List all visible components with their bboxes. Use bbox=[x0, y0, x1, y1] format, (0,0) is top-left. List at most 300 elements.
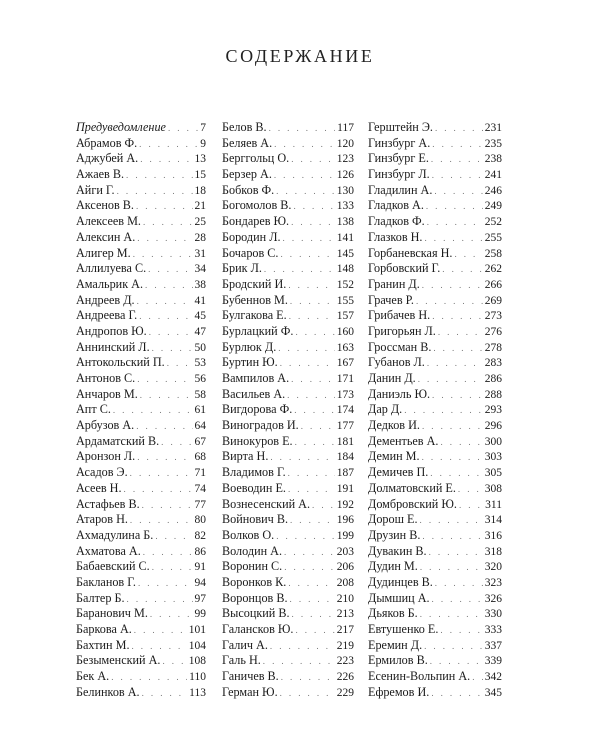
toc-entry-name: Берггольц О. bbox=[222, 151, 290, 166]
toc-entry-page: 255 bbox=[484, 231, 502, 244]
dot-leader bbox=[137, 450, 192, 466]
toc-entry-page: 123 bbox=[336, 153, 354, 166]
toc-entry[interactable] bbox=[222, 402, 354, 418]
toc-entry[interactable] bbox=[368, 293, 502, 309]
toc-entry[interactable] bbox=[76, 418, 206, 434]
toc-entry[interactable] bbox=[76, 591, 206, 607]
dot-leader bbox=[284, 545, 335, 561]
toc-entry-page: 171 bbox=[336, 373, 354, 385]
dot-leader bbox=[276, 529, 335, 545]
toc-entry[interactable] bbox=[76, 120, 206, 136]
toc-entry-name: Владимов Г. bbox=[222, 465, 286, 480]
toc-entry-page: 314 bbox=[484, 514, 502, 527]
toc-entry[interactable] bbox=[222, 324, 354, 340]
dot-leader bbox=[278, 341, 335, 357]
dot-leader bbox=[162, 654, 186, 670]
dot-leader bbox=[130, 466, 193, 482]
toc-entry[interactable] bbox=[222, 246, 354, 262]
toc-entry[interactable] bbox=[222, 512, 354, 528]
toc-entry-name: Виноградов И. bbox=[222, 418, 299, 433]
dot-leader bbox=[167, 356, 193, 372]
toc-entry-page: 206 bbox=[336, 561, 354, 574]
toc-entry-name: Булгакова Е. bbox=[222, 308, 287, 323]
toc-entry[interactable] bbox=[368, 434, 502, 450]
toc-entry[interactable] bbox=[368, 183, 502, 199]
toc-entry-page: 110 bbox=[189, 671, 206, 684]
toc-entry-page: 58 bbox=[194, 388, 206, 401]
toc-entry[interactable] bbox=[368, 151, 502, 167]
toc-entry-page: 219 bbox=[336, 639, 354, 652]
dot-leader bbox=[269, 121, 336, 137]
toc-entry[interactable] bbox=[222, 497, 354, 513]
toc-entry[interactable] bbox=[222, 293, 354, 309]
toc-entry-page: 126 bbox=[336, 169, 354, 182]
toc-entry[interactable] bbox=[368, 340, 502, 356]
toc-entry-page: 47 bbox=[194, 325, 206, 338]
toc-entry[interactable] bbox=[76, 246, 206, 262]
toc-entry-page: 80 bbox=[194, 514, 206, 527]
toc-entry-page: 337 bbox=[484, 639, 502, 652]
toc-entry-name: Бахтин М. bbox=[76, 637, 130, 652]
toc-entry-name: Предуведомление bbox=[76, 120, 166, 134]
toc-column-1 bbox=[76, 120, 206, 700]
dot-leader bbox=[143, 215, 193, 231]
toc-entry[interactable] bbox=[368, 402, 502, 418]
toc-entry[interactable] bbox=[76, 497, 206, 513]
toc-entry-page: 333 bbox=[484, 624, 502, 636]
toc-entry-name: Астафьев В. bbox=[76, 496, 140, 511]
toc-entry[interactable] bbox=[222, 277, 354, 293]
toc-entry[interactable] bbox=[76, 167, 206, 183]
toc-entry-page: 53 bbox=[194, 357, 206, 370]
dot-leader bbox=[459, 498, 483, 514]
toc-entry-page: 94 bbox=[194, 576, 206, 589]
toc-entry-name: Губанов Л. bbox=[368, 355, 425, 370]
toc-entry[interactable] bbox=[222, 544, 354, 560]
toc-entry-page: 155 bbox=[336, 294, 354, 307]
toc-entry[interactable] bbox=[222, 481, 354, 497]
toc-entry-name: Дар Д. bbox=[368, 402, 403, 417]
toc-entry[interactable] bbox=[222, 167, 354, 183]
toc-entry[interactable] bbox=[368, 324, 502, 340]
toc-entry-name: Войнович В. bbox=[222, 512, 288, 527]
dot-leader bbox=[291, 372, 335, 388]
dot-leader bbox=[422, 419, 483, 435]
toc-entry-name: Бек А. bbox=[76, 669, 110, 684]
toc-entry[interactable] bbox=[368, 371, 502, 387]
toc-entry-page: 241 bbox=[484, 169, 502, 182]
toc-entry[interactable] bbox=[76, 261, 206, 277]
toc-entry[interactable] bbox=[222, 465, 354, 481]
toc-entry-name: Абрамов Ф. bbox=[76, 135, 138, 150]
toc-entry[interactable] bbox=[222, 355, 354, 371]
toc-entry-name: Друзин В. bbox=[368, 527, 421, 542]
dot-leader bbox=[127, 592, 193, 608]
toc-entry-page: 252 bbox=[484, 216, 502, 229]
toc-entry-name: Домбровский Ю. bbox=[368, 496, 457, 511]
toc-entry-page: 273 bbox=[484, 310, 502, 323]
toc-entry[interactable] bbox=[76, 653, 206, 669]
dot-leader bbox=[290, 592, 335, 608]
toc-entry-name: Герштейн Э. bbox=[368, 120, 433, 134]
toc-entry-page: 323 bbox=[484, 576, 502, 589]
toc-entry-name: Бурлацкий Ф. bbox=[222, 323, 294, 338]
toc-entry[interactable] bbox=[76, 434, 206, 450]
dot-leader bbox=[430, 654, 483, 670]
dot-leader bbox=[168, 121, 198, 137]
toc-entry-page: 15 bbox=[194, 169, 206, 182]
toc-entry[interactable] bbox=[368, 387, 502, 403]
dot-leader bbox=[295, 623, 334, 639]
toc-entry-name: Алексин А. bbox=[76, 229, 136, 244]
toc-entry[interactable] bbox=[368, 214, 502, 230]
toc-entry[interactable] bbox=[368, 606, 502, 622]
toc-entry[interactable] bbox=[76, 559, 206, 575]
toc-entry-page: 318 bbox=[484, 545, 502, 558]
dot-leader bbox=[276, 184, 335, 200]
toc-entry-name: Ажаев В. bbox=[76, 167, 125, 182]
toc-entry[interactable] bbox=[368, 575, 502, 591]
toc-entry[interactable] bbox=[368, 277, 502, 293]
dot-leader bbox=[435, 121, 483, 137]
toc-entry-page: 138 bbox=[336, 216, 354, 229]
dot-leader bbox=[288, 576, 334, 592]
toc-entry-name: Бакланов Г. bbox=[76, 574, 136, 589]
toc-entry[interactable] bbox=[222, 669, 354, 685]
toc-entry[interactable] bbox=[368, 638, 502, 654]
toc-entry[interactable] bbox=[76, 324, 206, 340]
toc-entry-page: 77 bbox=[194, 498, 206, 511]
toc-entry[interactable] bbox=[76, 669, 206, 685]
toc-entry-page: 246 bbox=[484, 184, 502, 197]
dot-leader bbox=[293, 199, 334, 215]
toc-entry[interactable] bbox=[222, 622, 354, 638]
toc-entry[interactable] bbox=[222, 136, 354, 152]
toc-entry-page: 9 bbox=[200, 137, 206, 150]
toc-entry[interactable] bbox=[368, 685, 502, 701]
dot-leader bbox=[292, 607, 335, 623]
toc-entry-name: Долматовский Е. bbox=[368, 480, 456, 495]
dot-leader bbox=[404, 403, 483, 419]
dot-leader bbox=[139, 309, 192, 325]
dot-leader bbox=[132, 639, 187, 655]
toc-entry-page: 345 bbox=[484, 686, 502, 699]
toc-entry-page: 91 bbox=[194, 561, 206, 574]
toc-entry-name: Ефремов И. bbox=[368, 684, 430, 699]
dot-leader bbox=[270, 450, 334, 466]
toc-entry[interactable] bbox=[368, 120, 502, 136]
dot-leader bbox=[291, 215, 335, 231]
dot-leader bbox=[458, 482, 483, 498]
dot-leader bbox=[145, 278, 192, 294]
toc-entry[interactable] bbox=[76, 528, 206, 544]
toc-entry-page: 38 bbox=[194, 278, 206, 291]
toc-entry-page: 152 bbox=[336, 278, 354, 291]
toc-entry-page: 71 bbox=[194, 467, 206, 480]
toc-entry[interactable] bbox=[368, 355, 502, 371]
toc-entry-name: Гладилин А. bbox=[368, 182, 433, 197]
toc-entry-page: 50 bbox=[194, 341, 206, 354]
toc-entry-page: 141 bbox=[336, 231, 354, 244]
toc-entry-page: 177 bbox=[336, 420, 354, 433]
toc-entry[interactable] bbox=[222, 308, 354, 324]
dot-leader bbox=[420, 607, 483, 623]
toc-entry-page: 199 bbox=[336, 529, 354, 542]
dot-leader bbox=[263, 654, 335, 670]
toc-entry-name: Володин А. bbox=[222, 543, 283, 558]
toc-entry-page: 276 bbox=[484, 325, 502, 338]
dot-leader bbox=[288, 278, 334, 294]
toc-entry-name: Воронин С. bbox=[222, 559, 283, 574]
toc-entry[interactable] bbox=[222, 387, 354, 403]
toc-entry[interactable] bbox=[76, 685, 206, 701]
toc-entry-page: 34 bbox=[194, 263, 206, 276]
toc-entry-name: Антонов С. bbox=[76, 371, 136, 385]
toc-entry[interactable] bbox=[368, 246, 502, 262]
toc-entry-page: 25 bbox=[194, 216, 206, 229]
dot-leader bbox=[117, 184, 193, 200]
dot-leader bbox=[270, 639, 335, 655]
toc-entry-name: Гинзбург А. bbox=[368, 135, 431, 150]
toc-entry[interactable] bbox=[76, 575, 206, 591]
dot-leader bbox=[161, 435, 192, 451]
dot-leader bbox=[422, 529, 482, 545]
toc-entry[interactable] bbox=[222, 575, 354, 591]
toc-entry[interactable] bbox=[222, 120, 354, 136]
toc-entry-name: Аджубей А. bbox=[76, 151, 139, 166]
toc-entry-page: 7 bbox=[200, 122, 206, 134]
dot-leader bbox=[274, 168, 335, 184]
toc-entry[interactable] bbox=[76, 340, 206, 356]
dot-leader bbox=[288, 482, 335, 498]
toc-entry-page: 184 bbox=[336, 451, 354, 464]
dot-leader bbox=[432, 137, 482, 153]
toc-entry[interactable] bbox=[368, 418, 502, 434]
toc-entry[interactable] bbox=[76, 371, 206, 387]
dot-leader bbox=[295, 325, 334, 341]
toc-entry[interactable] bbox=[222, 638, 354, 654]
dot-leader bbox=[148, 262, 192, 278]
toc-entry[interactable] bbox=[368, 653, 502, 669]
toc-entry-name: Берзер А. bbox=[222, 167, 272, 182]
toc-entry[interactable] bbox=[76, 183, 206, 199]
dot-leader bbox=[434, 184, 482, 200]
toc-entry[interactable] bbox=[368, 230, 502, 246]
toc-entry-name: Дувакин В. bbox=[368, 543, 427, 558]
toc-entry[interactable] bbox=[76, 293, 206, 309]
dot-leader bbox=[301, 419, 335, 435]
toc-entry[interactable] bbox=[222, 371, 354, 387]
toc-entry[interactable] bbox=[222, 198, 354, 214]
toc-entry[interactable] bbox=[368, 261, 502, 277]
toc-entry-page: 320 bbox=[484, 561, 502, 574]
toc-entry[interactable] bbox=[368, 559, 502, 575]
toc-entry-name: Галь Н. bbox=[222, 653, 261, 668]
toc-entry-page: 56 bbox=[194, 373, 206, 385]
toc-entry-page: 130 bbox=[336, 184, 354, 197]
toc-entry[interactable] bbox=[368, 308, 502, 324]
toc-entry[interactable] bbox=[368, 449, 502, 465]
dot-leader bbox=[431, 152, 483, 168]
toc-entry-name: Высоцкий В. bbox=[222, 606, 290, 621]
toc-entry-page: 311 bbox=[485, 498, 502, 511]
toc-entry[interactable] bbox=[368, 512, 502, 528]
toc-entry-page: 45 bbox=[194, 310, 206, 323]
toc-entry-page: 167 bbox=[336, 357, 354, 370]
toc-entry-name: Андропов Ю. bbox=[76, 323, 147, 338]
toc-entry-page: 74 bbox=[194, 482, 206, 495]
toc-entry[interactable] bbox=[76, 308, 206, 324]
toc-entry[interactable] bbox=[222, 559, 354, 575]
toc-entry[interactable] bbox=[368, 497, 502, 513]
toc-entry-name: Гинзбург Е. bbox=[368, 151, 429, 166]
toc-entry-name: Дементьев А. bbox=[368, 433, 439, 448]
dot-leader bbox=[274, 137, 335, 153]
toc-entry-page: 163 bbox=[336, 341, 354, 354]
toc-entry[interactable] bbox=[368, 465, 502, 481]
dot-leader bbox=[142, 498, 193, 514]
toc-entry-name: Аронзон Л. bbox=[76, 449, 136, 464]
toc-entry-name: Безыменский А. bbox=[76, 653, 161, 668]
toc-entry[interactable] bbox=[368, 669, 502, 685]
toc-entry-page: 104 bbox=[188, 639, 206, 652]
toc-entry[interactable] bbox=[76, 481, 206, 497]
toc-entry-page: 108 bbox=[188, 655, 206, 668]
toc-entry-name: Васильев А. bbox=[222, 386, 286, 401]
toc-entry[interactable] bbox=[76, 277, 206, 293]
toc-entry-name: Бородин Л. bbox=[222, 229, 281, 244]
toc-entry[interactable] bbox=[222, 606, 354, 622]
toc-entry-page: 192 bbox=[336, 498, 354, 511]
toc-entry-name: Герман Ю. bbox=[222, 684, 278, 699]
dot-leader bbox=[280, 686, 335, 702]
toc-entry-name: Белов В. bbox=[222, 120, 267, 134]
toc-entry[interactable] bbox=[76, 402, 206, 418]
dot-leader bbox=[289, 309, 335, 325]
toc-entry[interactable] bbox=[76, 449, 206, 465]
toc-entry-page: 223 bbox=[336, 655, 354, 668]
toc-entry[interactable] bbox=[76, 638, 206, 654]
toc-entry[interactable] bbox=[76, 136, 206, 152]
toc-entry-page: 120 bbox=[336, 137, 354, 150]
toc-entry[interactable] bbox=[76, 622, 206, 638]
toc-entry[interactable] bbox=[222, 183, 354, 199]
dot-leader bbox=[424, 639, 483, 655]
toc-entry-name: Арбузов А. bbox=[76, 418, 135, 433]
toc-entry[interactable] bbox=[222, 528, 354, 544]
toc-entry[interactable] bbox=[368, 481, 502, 497]
toc-entry-page: 300 bbox=[484, 435, 502, 448]
toc-entry-page: 191 bbox=[336, 482, 354, 495]
toc-entry[interactable] bbox=[76, 230, 206, 246]
toc-entry-name: Дудин М. bbox=[368, 559, 418, 574]
toc-entry-page: 133 bbox=[336, 200, 354, 213]
dot-leader bbox=[433, 341, 482, 357]
toc-entry[interactable] bbox=[222, 340, 354, 356]
dot-leader bbox=[149, 325, 193, 341]
dot-leader bbox=[432, 168, 483, 184]
toc-entry[interactable] bbox=[222, 449, 354, 465]
dot-leader bbox=[440, 623, 482, 639]
toc-entry-page: 148 bbox=[336, 263, 354, 276]
toc-entry[interactable] bbox=[76, 606, 206, 622]
toc-entry[interactable] bbox=[368, 136, 502, 152]
toc-entry[interactable] bbox=[76, 465, 206, 481]
toc-entry[interactable] bbox=[76, 355, 206, 371]
toc-entry-page: 288 bbox=[484, 388, 502, 401]
toc-entry[interactable] bbox=[368, 167, 502, 183]
toc-entry-page: 303 bbox=[484, 451, 502, 464]
dot-leader bbox=[143, 545, 193, 561]
toc-entry-name: Аннинский Л. bbox=[76, 339, 150, 354]
dot-leader bbox=[422, 278, 483, 294]
toc-entry-page: 173 bbox=[336, 388, 354, 401]
toc-entry[interactable] bbox=[222, 685, 354, 701]
toc-entry-page: 86 bbox=[194, 545, 206, 558]
toc-entry[interactable] bbox=[76, 544, 206, 560]
dot-leader bbox=[431, 686, 482, 702]
toc-entry[interactable] bbox=[222, 214, 354, 230]
toc-entry-page: 229 bbox=[336, 686, 354, 699]
page-title: СОДЕРЖАНИЕ bbox=[225, 46, 375, 66]
toc-entry[interactable] bbox=[76, 387, 206, 403]
toc-entry-page: 61 bbox=[194, 404, 206, 417]
toc-entry-name: Грачев Р. bbox=[368, 292, 414, 307]
dot-leader bbox=[126, 168, 192, 184]
dot-leader bbox=[416, 294, 483, 310]
dot-leader bbox=[124, 482, 193, 498]
toc-entry[interactable] bbox=[368, 591, 502, 607]
toc-entry[interactable] bbox=[222, 261, 354, 277]
toc-entry[interactable] bbox=[76, 198, 206, 214]
dot-leader bbox=[113, 403, 193, 419]
toc-entry[interactable] bbox=[222, 434, 354, 450]
toc-entry[interactable] bbox=[368, 198, 502, 214]
toc-entry[interactable] bbox=[368, 528, 502, 544]
toc-entry-name: Апт С. bbox=[76, 402, 111, 417]
toc-entry[interactable] bbox=[222, 151, 354, 167]
toc-entry-page: 99 bbox=[194, 608, 206, 621]
toc-entry-page: 187 bbox=[336, 467, 354, 480]
toc-entry-page: 208 bbox=[336, 576, 354, 589]
toc-entry-name: Гладков А. bbox=[368, 198, 424, 213]
toc-entry-page: 269 bbox=[484, 294, 502, 307]
toc-entry-name: Анчаров М. bbox=[76, 386, 138, 401]
toc-entry-name: Гладков Ф. bbox=[368, 214, 425, 229]
dot-leader bbox=[435, 576, 483, 592]
toc-entry-name: Бродский И. bbox=[222, 276, 287, 291]
toc-entry[interactable] bbox=[368, 544, 502, 560]
toc-entry-name: Андреев Д. bbox=[76, 292, 135, 307]
toc-entry[interactable] bbox=[368, 622, 502, 638]
toc-entry[interactable] bbox=[222, 591, 354, 607]
toc-entry[interactable] bbox=[222, 230, 354, 246]
toc-entry-name: Алексеев М. bbox=[76, 214, 141, 229]
toc-entry[interactable] bbox=[76, 512, 206, 528]
dot-leader bbox=[284, 560, 335, 576]
dot-leader bbox=[136, 419, 192, 435]
toc-entry-name: Богомолов В. bbox=[222, 198, 292, 213]
toc-entry[interactable] bbox=[222, 418, 354, 434]
toc-entry-page: 293 bbox=[484, 404, 502, 417]
toc-entry-page: 160 bbox=[336, 325, 354, 338]
toc-entry-page: 305 bbox=[484, 467, 502, 480]
toc-entry[interactable] bbox=[76, 151, 206, 167]
toc-entry-name: Бубеннов М. bbox=[222, 292, 288, 307]
dot-leader bbox=[138, 576, 193, 592]
toc-entry[interactable] bbox=[222, 653, 354, 669]
toc-entry[interactable] bbox=[76, 214, 206, 230]
